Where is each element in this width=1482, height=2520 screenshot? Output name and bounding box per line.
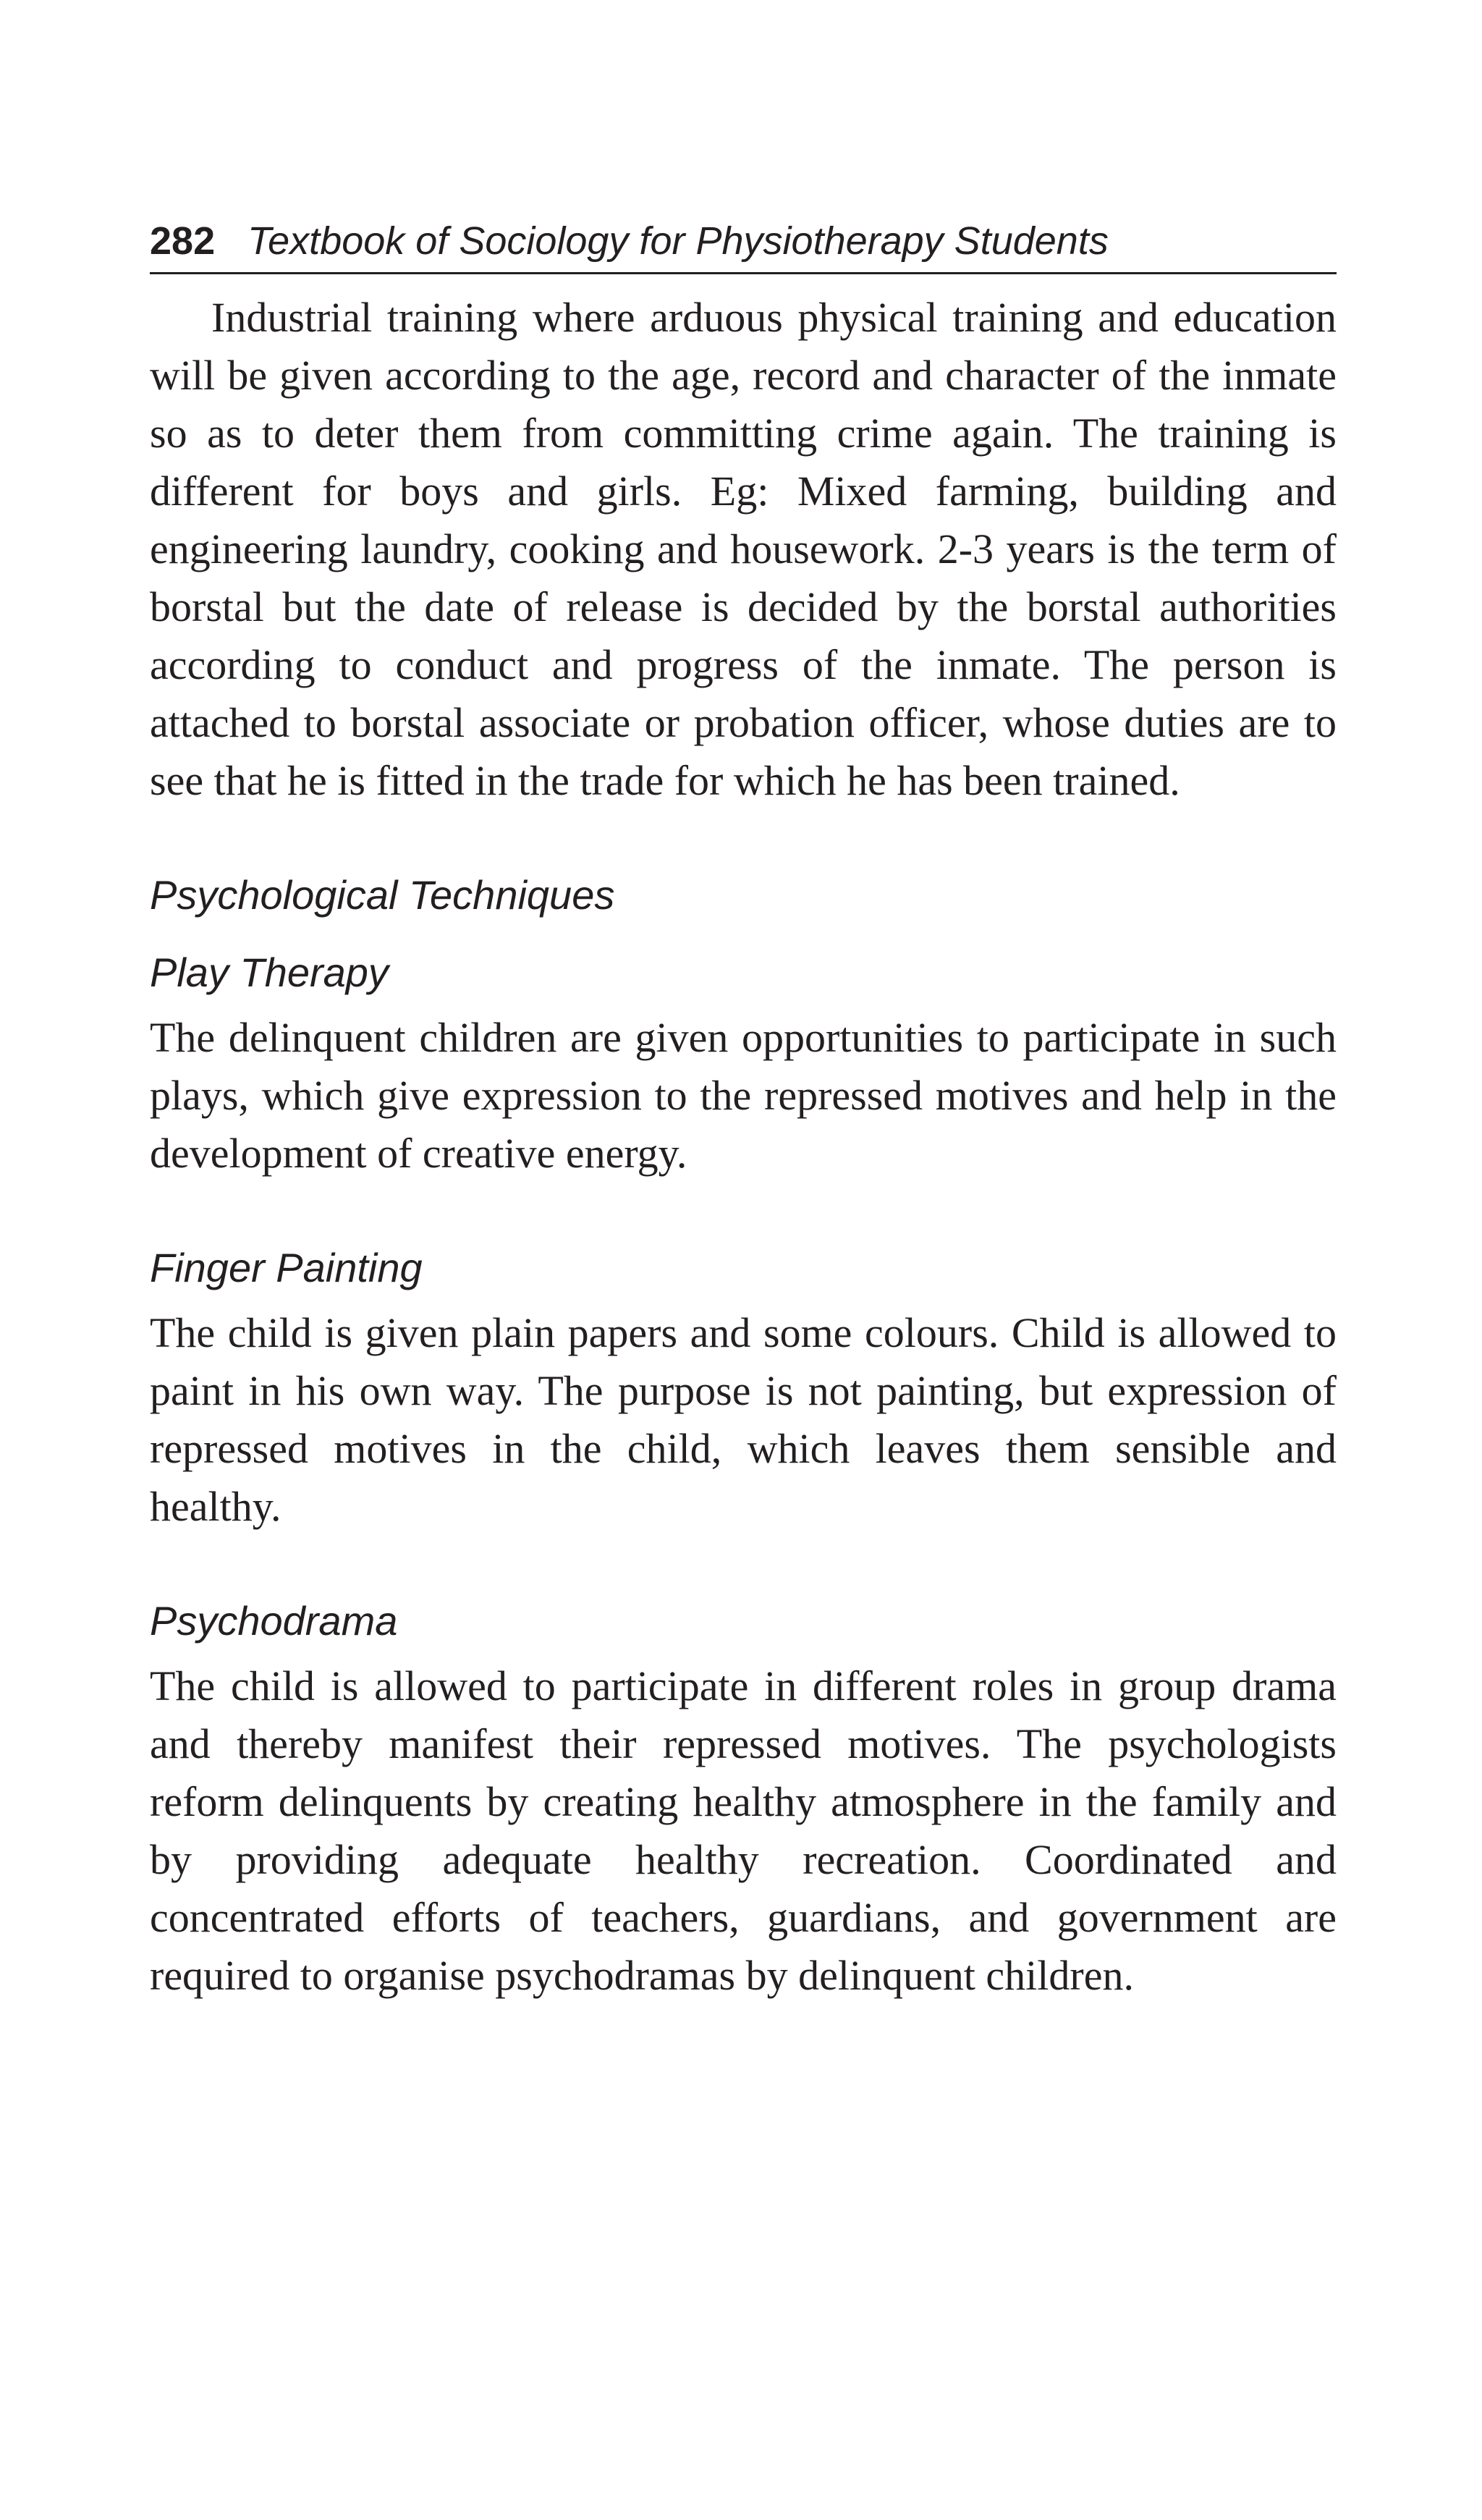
subsection-heading-play-therapy: Play Therapy bbox=[150, 950, 389, 995]
book-title: Textbook of Sociology for Physiotherapy Students bbox=[247, 219, 1109, 263]
paragraph-play-therapy: The delinquent children are given opportunities to participate in such plays, which give expression to the repressed motives and help in the development of creative energy. bbox=[150, 1014, 1337, 1177]
book-page bbox=[150, 210, 1337, 2005]
section-heading: Psychological Techniques bbox=[150, 872, 615, 918]
subsection-heading-finger-painting: Finger Painting bbox=[150, 1245, 423, 1290]
subsection-heading-psychodrama: Psychodrama bbox=[150, 1598, 398, 1644]
running-head bbox=[150, 210, 1337, 274]
paragraph-finger-painting: The child is given plain papers and some colours. Child is allowed to paint in his own way. The purpose is not painting, but expression of repressed motives in the child, which leaves them sensible and healthy. bbox=[150, 1309, 1337, 1530]
page-number: 282 bbox=[150, 219, 216, 263]
intro-paragraph: Industrial training where arduous physical training and education will be given according to the age, record and character of the inmate so as to deter them from committing crime again. The training is different for boys and girls. Eg: Mixed farming, building and engineering laundry, cooking and housework. 2-3 years is the term of borstal but the date of release is decided by the borstal authorities according to conduct and progress of the inmate. The person is attached to borstal associate or probation officer, whose duties are to see that he is fitted in the trade for which he has been trained. bbox=[150, 294, 1337, 804]
paragraph-psychodrama: The child is allowed to participate in different roles in group drama and thereby manifest their repressed motives. The psychologists reform delinquents by creating healthy atmosphere in the family and by providing adequate healthy recreation. Coordinated and concentrated efforts of teachers, guardians, and government are required to organise psychodramas by delinquent children. bbox=[150, 1662, 1337, 1999]
